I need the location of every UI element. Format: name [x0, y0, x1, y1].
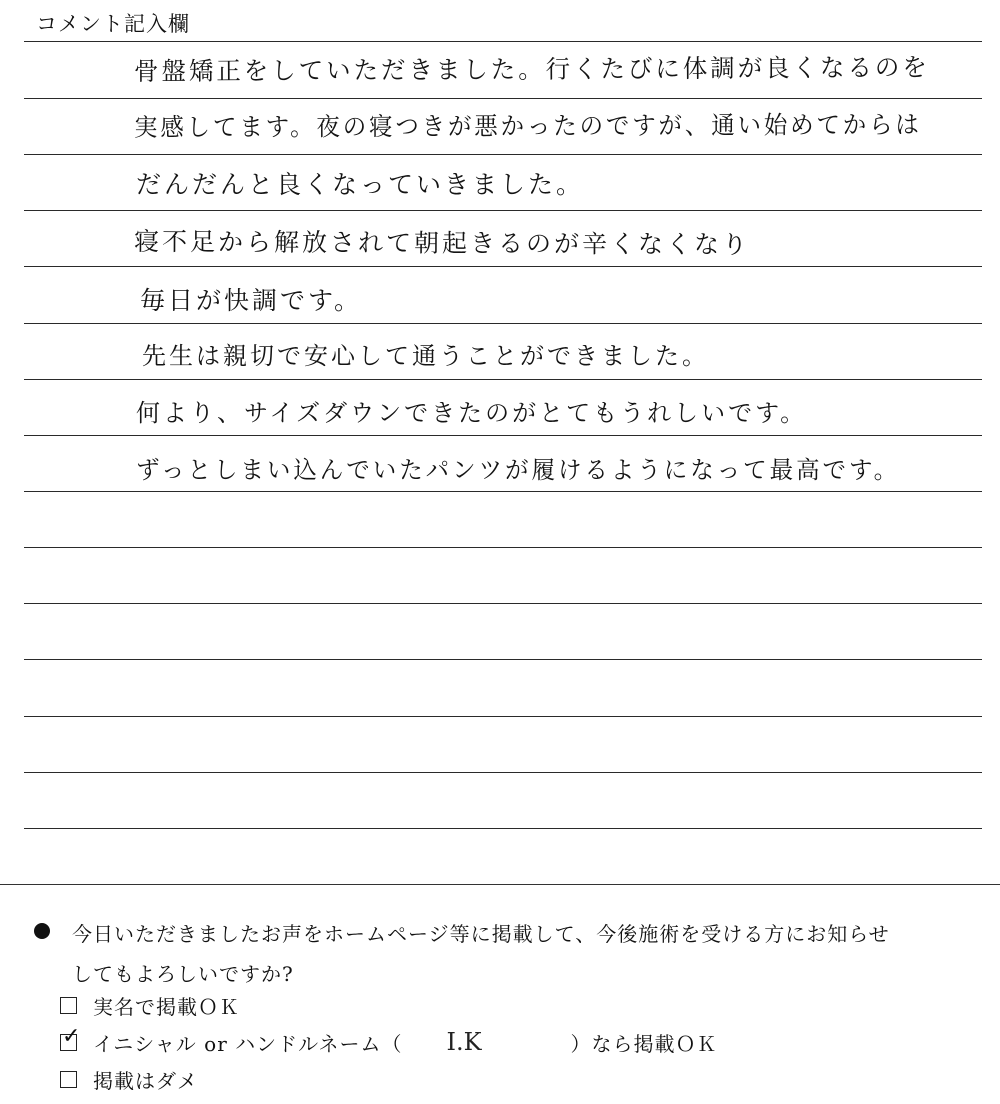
- ruled-line: [24, 41, 982, 42]
- comment-area: [24, 0, 982, 840]
- handwritten-comment-line: ずっとしまい込んでいたパンツが履けるようになって最高です。: [136, 456, 901, 484]
- checkbox-checked-icon[interactable]: [60, 1023, 81, 1051]
- ruled-line: [24, 435, 982, 436]
- ruled-line: [24, 659, 982, 660]
- ruled-line: [24, 210, 982, 211]
- ruled-line: [24, 547, 982, 548]
- option-real-name[interactable]: [60, 990, 240, 1020]
- ruled-line: [24, 379, 982, 380]
- checkbox-icon[interactable]: [60, 997, 77, 1014]
- section-divider: [0, 884, 1000, 885]
- consent-question: 今日いただきましたお声をホームページ等に掲載して、今後施術を受ける方にお知らせ: [72, 922, 890, 946]
- handwritten-comment-line: だんだんと良くなっていきました。: [136, 170, 585, 199]
- check-mark-icon: ✓: [62, 1023, 81, 1049]
- ruled-line: [24, 828, 982, 829]
- form-title: コメント記入欄: [36, 12, 190, 36]
- option-label: 実名で掲載ＯＫ: [93, 994, 240, 1019]
- option-label-suffix: ）なら掲載ＯＫ: [570, 1031, 718, 1056]
- handwritten-initials: I.K: [446, 1028, 482, 1056]
- handwritten-comment-line: 実感してます。夜の寝つきが悪かったのですが、通い始めてからは: [133, 110, 922, 142]
- ruled-line: [24, 716, 982, 717]
- handwritten-comment-line: 毎日が快調です。: [140, 286, 363, 315]
- option-initial-or-handle[interactable]: [60, 1023, 718, 1057]
- option-no-publish[interactable]: [60, 1064, 198, 1094]
- handwritten-comment-line: 先生は親切で安心して通うことができました。: [142, 342, 709, 370]
- ruled-line: [24, 154, 982, 155]
- bullet-icon: [34, 923, 50, 939]
- handwritten-comment-line: 何より、サイズダウンできたのがとてもうれしいです。: [136, 399, 808, 427]
- consent-question-continued: してもよろしいですか?: [72, 962, 294, 986]
- ruled-line: [24, 98, 982, 99]
- ruled-line: [24, 323, 982, 324]
- ruled-line: [24, 772, 982, 773]
- ruled-line: [24, 603, 982, 604]
- handwritten-comment-line: 骨盤矯正をしていただきました。行くたびに体調が良くなるのを: [133, 52, 930, 86]
- option-label: 掲載はダメ: [93, 1068, 198, 1093]
- handwritten-comment-line: 寝不足から解放されて朝起きるのが辛くなくなり: [133, 227, 751, 260]
- ruled-line: [24, 266, 982, 267]
- checkbox-icon[interactable]: [60, 1071, 77, 1088]
- option-label: イニシャル or ハンドルネーム（: [93, 1031, 403, 1056]
- ruled-line: [24, 491, 982, 492]
